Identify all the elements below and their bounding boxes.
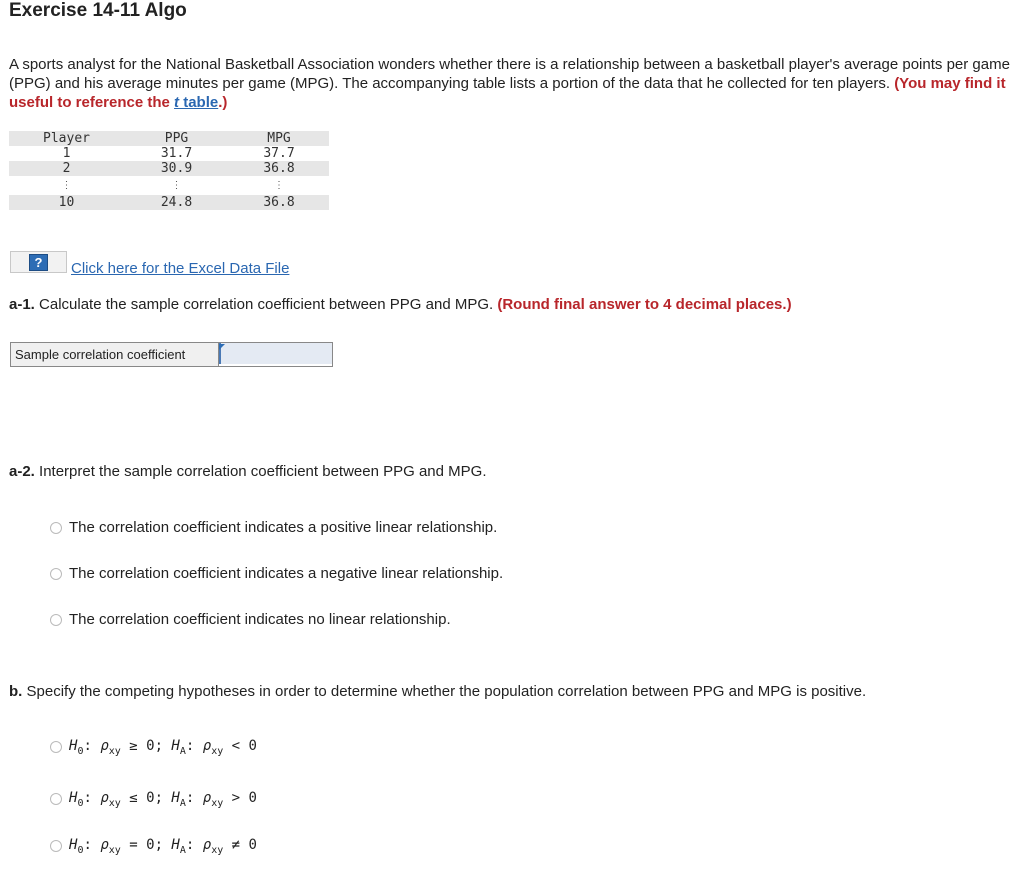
radio-button[interactable] [50,840,62,852]
question-label: b. [9,683,23,700]
radio-button[interactable] [50,741,62,753]
table-cell: 36.8 [229,195,329,210]
table-cell: 2 [9,161,124,176]
help-button[interactable] [10,251,67,273]
question-a1 [9,296,792,313]
radio-button[interactable] [50,568,62,580]
table-row [9,195,329,210]
answer-label: Sample correlation coefficient [11,343,219,366]
question-label: a-1. [9,296,35,313]
answer-row [10,342,333,367]
table-cell: 37.7 [263,146,295,161]
question-label: a-2. [9,463,35,480]
question-text: Calculate the sample correlation coefficient between PPG and MPG. [34,296,498,313]
hypothesis-label: $H_0$: $\rho_{xy} \le 0$; $H_A$: $\rho_{xy} > 0$ [69,790,257,809]
b-option-1[interactable] [50,738,257,757]
question-b [9,683,866,700]
table-cell: ⋮ [171,180,182,191]
question-icon: ? [29,254,48,271]
table-cell: ⋮ [274,180,284,191]
table-row [9,161,329,176]
page-title: Exercise 14-11 Algo [9,0,187,21]
hypothesis-label: $H_0$: $\rho_{xy} \ge 0$; $H_A$: $\rho_{xy} < 0$ [69,738,257,757]
excel-data-link[interactable]: Click here for the Excel Data File [71,260,290,277]
t-table-link[interactable]: t table [174,94,219,111]
data-table [9,131,329,210]
table-row [9,146,329,161]
table-cell: 36.8 [229,161,329,176]
table-header-cell: PPG [124,131,229,146]
table-cell: 31.7 [160,146,193,161]
question-text: Interpret the sample correlation coefficient between PPG and MPG. [34,463,487,480]
radio-button[interactable] [50,793,62,805]
radio-button[interactable] [50,614,62,626]
radio-button[interactable] [50,522,62,534]
problem-statement [9,55,1019,112]
table-header-cell: Player [9,131,124,146]
table-header-cell: MPG [229,131,329,146]
a2-option-negative[interactable] [50,565,503,582]
b-option-3[interactable] [50,837,257,856]
table-cell: 30.9 [124,161,229,176]
table-cell: 1 [62,146,71,161]
table-row [9,176,329,195]
hypothesis-label: $H_0$: $\rho_{xy} = 0$; $H_A$: $\rho_{xy} \ne 0$ [69,837,257,856]
a2-option-none[interactable] [50,611,451,628]
option-label: The correlation coefficient indicates no linear relationship. [69,611,451,628]
table-header-row [9,131,329,146]
a2-option-positive[interactable] [50,519,497,536]
table-cell: ⋮ [61,180,72,191]
table-cell: 24.8 [124,195,229,210]
option-label: The correlation coefficient indicates a negative linear relationship. [69,565,504,582]
question-a2 [9,463,487,480]
problem-text: A sports analyst for the National Basketball Association wonders whether there is a relationship between a basketball player's average points per game (PPG) and his average minutes per game (MPG). The accompanying table lists a portion of the data that he collected for ten players. [9,56,1010,92]
b-option-2[interactable] [50,790,257,809]
rounding-note: (Round final answer to 4 decimal places.) [497,296,792,313]
correlation-input[interactable] [219,343,332,364]
question-text: Specify the competing hypotheses in order to determine whether the population correlation between PPG and MPG is positive. [22,683,867,700]
option-label: The correlation coefficient indicates a positive linear relationship. [69,519,498,536]
t-table-hint: (You may find it useful to reference the t table.) [9,75,1006,111]
input-flag-icon [219,344,225,350]
table-cell: 10 [9,195,124,210]
